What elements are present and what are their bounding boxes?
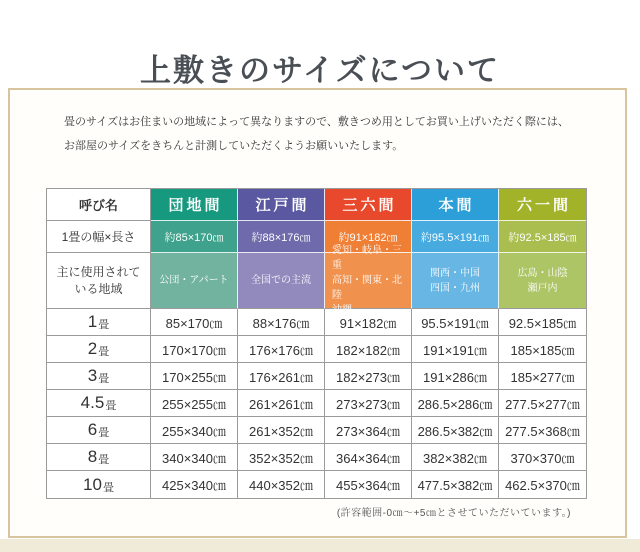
text-line: 高知・関東・北陸 [332, 275, 402, 301]
size-value-cell: 185×185㎝ [499, 336, 586, 363]
size-value-cell: 273×273㎝ [325, 390, 412, 417]
size-value-cell: 255×255㎝ [151, 390, 238, 417]
size-value-cell: 425×340㎝ [151, 471, 238, 498]
size-count: 3 [87, 366, 98, 385]
text-line: いる地域 [74, 281, 123, 296]
size-unit: 畳 [98, 346, 110, 358]
column-header: 本間 [412, 189, 499, 221]
text-line: 瀬戸内 [527, 282, 558, 294]
size-unit: 畳 [102, 481, 114, 494]
size-unit: 畳 [98, 427, 110, 439]
text-line: 公団・アパート [159, 275, 229, 286]
size-unit: 畳 [98, 373, 110, 385]
size-row-label [47, 336, 151, 363]
intro-line: お部屋のサイズをきちんと計測していただくようお願いいたします。 [64, 140, 404, 152]
size-value-cell: 286.5×286㎝ [412, 390, 499, 417]
width-value-cell: 約91×182㎝ [325, 221, 412, 253]
size-value-cell: 261×352㎝ [238, 417, 325, 444]
width-value-cell: 約85×170㎝ [151, 221, 238, 253]
text-line: 四国・九州 [430, 282, 480, 294]
size-value-cell: 352×352㎝ [238, 444, 325, 471]
size-value-cell: 85×170㎝ [151, 309, 238, 336]
size-row-label [47, 417, 151, 444]
size-value-cell: 185×277㎝ [499, 363, 586, 390]
size-count: 2 [87, 339, 98, 358]
column-header: 江戸間 [238, 189, 325, 221]
size-row-label [47, 363, 151, 390]
column-header: 六一間 [499, 189, 586, 221]
region-cell [238, 253, 325, 309]
size-value-cell: 170×170㎝ [151, 336, 238, 363]
size-value-cell: 176×176㎝ [238, 336, 325, 363]
size-value-cell: 191×191㎝ [412, 336, 499, 363]
size-row-label [47, 444, 151, 471]
text-line: 広島・山陰 [517, 267, 568, 279]
size-value-cell: 477.5×382㎝ [412, 471, 499, 498]
size-count: 8 [87, 447, 98, 466]
size-value-cell: 176×261㎝ [238, 363, 325, 390]
size-value-cell: 261×261㎝ [238, 390, 325, 417]
size-row-label [47, 471, 151, 498]
size-value-cell: 382×382㎝ [412, 444, 499, 471]
size-count: 6 [87, 420, 98, 439]
region-cell [151, 253, 238, 309]
size-value-cell: 277.5×368㎝ [499, 417, 586, 444]
region-row-label [47, 253, 151, 309]
size-value-cell: 182×273㎝ [325, 363, 412, 390]
size-row-label [47, 390, 151, 417]
column-header: 三六間 [325, 189, 412, 221]
region-cell [412, 253, 499, 309]
size-value-cell: 92.5×185㎝ [499, 309, 586, 336]
size-value-cell: 370×370㎝ [499, 444, 586, 471]
intro-paragraph [64, 110, 576, 158]
size-value-cell: 286.5×382㎝ [412, 417, 499, 444]
size-count: 10 [83, 474, 102, 494]
size-unit: 畳 [98, 454, 110, 466]
width-row-label: 1畳の幅×長さ [47, 221, 151, 253]
size-value-cell: 273×364㎝ [325, 417, 412, 444]
bottom-strip [0, 539, 640, 552]
width-value-cell: 約92.5×185㎝ [499, 221, 586, 253]
region-cell [499, 253, 586, 309]
size-row-label [47, 309, 151, 336]
size-value-cell: 88×176㎝ [238, 309, 325, 336]
size-value-cell: 455×364㎝ [325, 471, 412, 498]
text-line: 関西・中国 [430, 267, 480, 279]
size-value-cell: 255×340㎝ [151, 417, 238, 444]
width-value-cell: 約95.5×191㎝ [412, 221, 499, 253]
text-line: 愛知・岐阜・三重 [332, 245, 402, 271]
region-cell [325, 245, 412, 309]
size-count: 4.5 [80, 393, 105, 412]
width-value-cell: 約88×176㎝ [238, 221, 325, 253]
size-value-cell: 91×182㎝ [325, 309, 412, 336]
size-unit: 畳 [98, 319, 110, 331]
size-value-cell: 364×364㎝ [325, 444, 412, 471]
column-header: 団地間 [151, 189, 238, 221]
size-unit: 畳 [105, 400, 117, 412]
size-value-cell: 440×352㎝ [238, 471, 325, 498]
size-value-cell: 95.5×191㎝ [412, 309, 499, 336]
size-value-cell: 277.5×277㎝ [499, 390, 586, 417]
size-value-cell: 191×286㎝ [412, 363, 499, 390]
page-title: 上敷きのサイズについて [140, 52, 500, 88]
size-value-cell: 170×255㎝ [151, 363, 238, 390]
size-table [46, 188, 587, 499]
text-line: 全国での主流 [251, 275, 311, 286]
size-value-cell: 340×340㎝ [151, 444, 238, 471]
tolerance-note: (許容範囲-0㎝〜+5㎝とさせていただいています。) [336, 508, 571, 519]
size-count: 1 [87, 312, 98, 331]
intro-line: 畳のサイズはお住まいの地域によって異なりますので、敷きつめ用としてお買い上げいただく際には、 [64, 116, 569, 128]
size-value-cell: 462.5×370㎝ [499, 471, 586, 498]
size-value-cell: 182×182㎝ [325, 336, 412, 363]
corner-cell: 呼び名 [47, 189, 151, 221]
text-line: 主に使用されて [56, 264, 141, 279]
